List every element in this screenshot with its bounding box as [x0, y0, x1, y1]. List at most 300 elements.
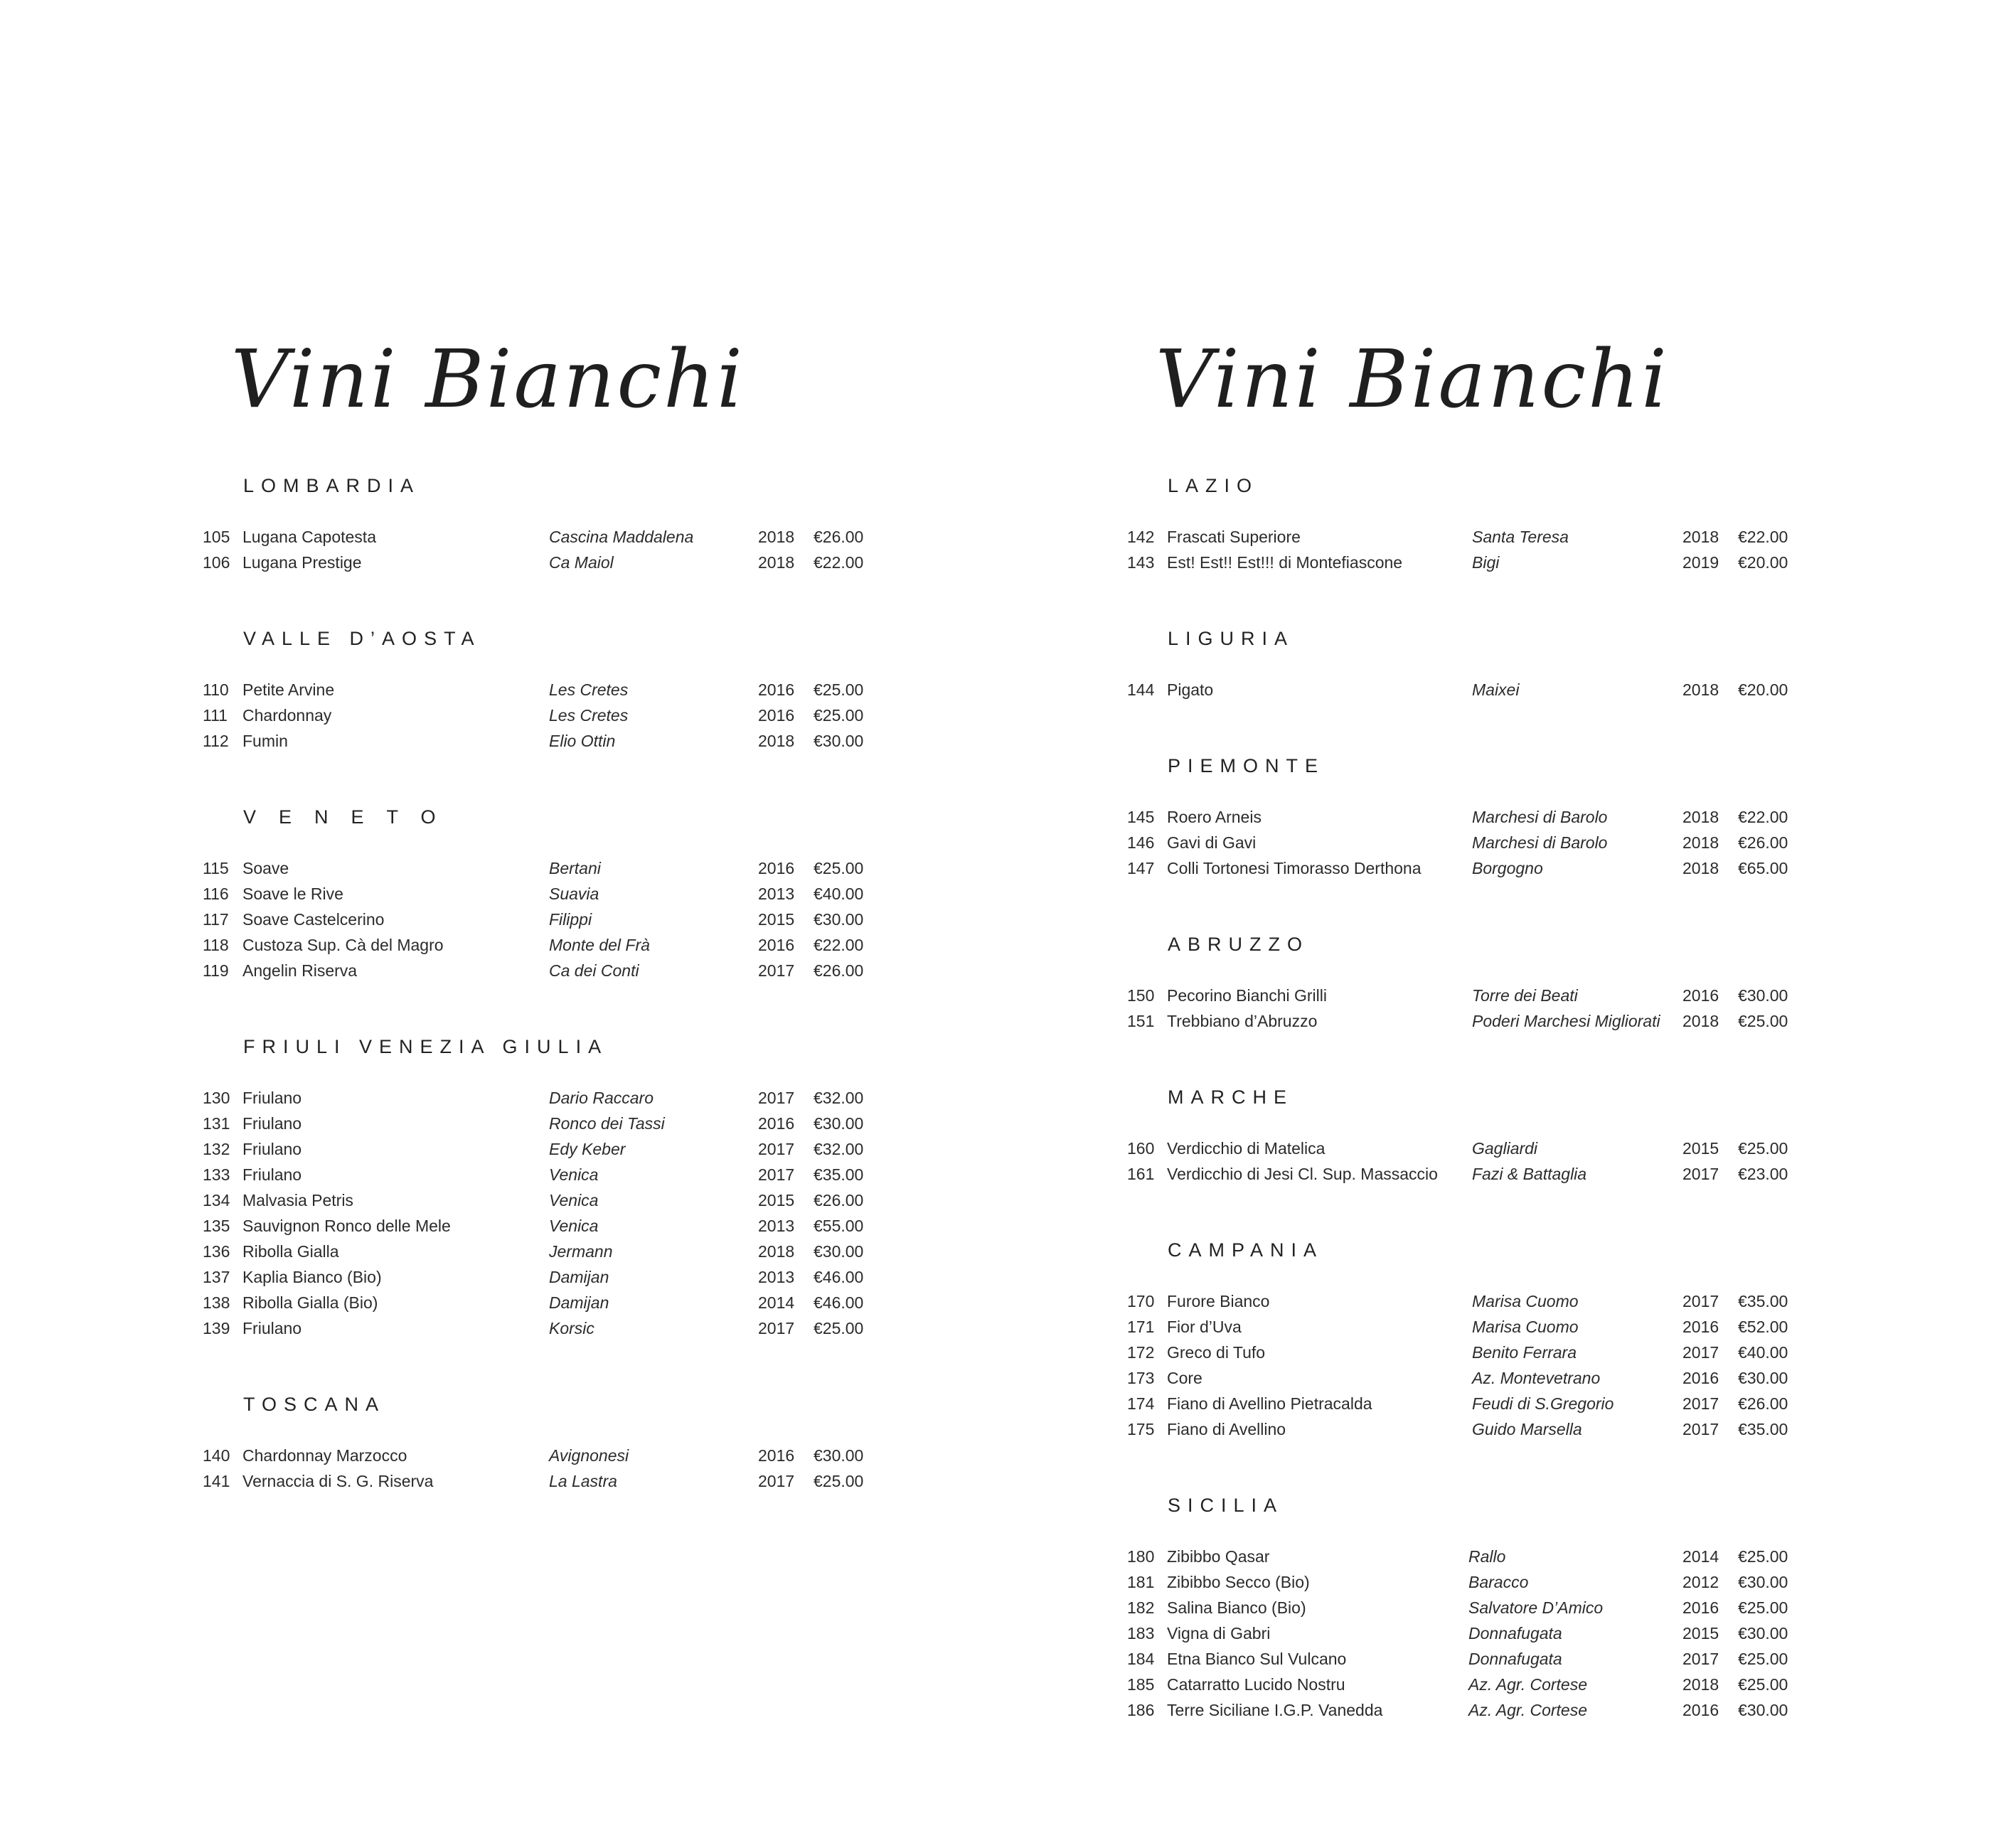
region-heading: PIEMONTE [1168, 755, 1326, 776]
wine-number: 117 [203, 910, 229, 929]
region-section [0, 473, 924, 575]
wine-price: €22.00 [1738, 808, 1788, 826]
wine-list [924, 804, 1849, 881]
wine-producer: Santa Teresa [1472, 528, 1569, 546]
wine-price: €65.00 [1738, 859, 1788, 877]
wine-row [0, 1239, 924, 1264]
wine-row [0, 728, 924, 754]
wine-producer: Damijan [549, 1293, 609, 1312]
wine-number: 150 [1127, 986, 1155, 1005]
wine-producer: Edy Keber [549, 1140, 626, 1158]
wine-name: Gavi di Gavi [1167, 833, 1257, 852]
wine-producer: Filippi [549, 910, 592, 929]
wine-row [924, 1697, 1849, 1723]
wine-producer: Venica [549, 1191, 599, 1209]
wine-price: €46.00 [814, 1293, 864, 1312]
wine-vintage: 2018 [758, 528, 795, 546]
wine-vintage: 2017 [1682, 1165, 1719, 1183]
wine-row [924, 550, 1849, 575]
wine-producer: Donnafugata [1468, 1650, 1562, 1668]
wine-row [924, 1416, 1849, 1442]
wine-price: €35.00 [1738, 1292, 1788, 1310]
wine-vintage: 2017 [758, 1319, 795, 1337]
wine-vintage: 2018 [758, 1242, 795, 1261]
wine-row [0, 1187, 924, 1213]
wine-producer: La Lastra [549, 1472, 617, 1490]
wine-price: €25.00 [1738, 1598, 1788, 1617]
wine-name: Friulano [242, 1140, 302, 1158]
wine-producer: Torre dei Beati [1472, 986, 1578, 1005]
wine-list [924, 983, 1849, 1034]
wine-row [924, 1595, 1849, 1620]
wine-row [0, 550, 924, 575]
wine-price: €26.00 [814, 961, 864, 980]
wine-price: €35.00 [814, 1165, 864, 1184]
wine-row [924, 1672, 1849, 1697]
region-heading: MARCHE [1168, 1086, 1294, 1108]
region-heading: ABRUZZO [1168, 934, 1310, 955]
wine-name: Kaplia Bianco (Bio) [242, 1268, 382, 1286]
wine-price: €40.00 [1738, 1343, 1788, 1362]
wine-vintage: 2013 [758, 1268, 795, 1286]
wine-row [0, 703, 924, 728]
wine-producer: Les Cretes [549, 680, 629, 699]
wine-row [0, 907, 924, 932]
wine-vintage: 2018 [1682, 859, 1719, 877]
wine-price: €30.00 [1738, 986, 1788, 1005]
wine-vintage: 2016 [758, 936, 795, 954]
wine-number: 136 [203, 1242, 230, 1261]
wine-name: Fiano di Avellino [1167, 1420, 1286, 1438]
wine-number: 106 [203, 553, 230, 572]
wine-number: 141 [203, 1472, 230, 1490]
wine-number: 175 [1127, 1420, 1155, 1438]
wine-price: €25.00 [814, 706, 864, 725]
wine-vintage: 2015 [758, 910, 795, 929]
wine-price: €23.00 [1738, 1165, 1788, 1183]
wine-producer: Bigi [1472, 553, 1500, 572]
wine-number: 142 [1127, 528, 1155, 546]
wine-vintage: 2018 [1682, 528, 1719, 546]
wine-producer: Salvatore D’Amico [1468, 1598, 1604, 1617]
wine-price: €25.00 [1738, 1139, 1788, 1158]
wine-price: €30.00 [814, 1446, 864, 1465]
wine-name: Verdicchio di Jesi Cl. Sup. Massaccio [1167, 1165, 1438, 1183]
region-section [924, 626, 1849, 703]
wine-row [924, 1340, 1849, 1365]
region-section [0, 1034, 924, 1341]
wine-vintage: 2015 [758, 1191, 795, 1209]
wine-sections [924, 473, 1849, 1773]
wine-row [924, 1136, 1849, 1161]
wine-producer: Maixei [1472, 680, 1520, 699]
wine-producer: Monte del Frà [549, 936, 650, 954]
wine-list [924, 677, 1849, 703]
wine-name: Chardonnay [242, 706, 332, 725]
wine-row [0, 1315, 924, 1341]
wine-price: €25.00 [1738, 1012, 1788, 1030]
wine-producer: Baracco [1468, 1573, 1529, 1591]
wine-name: Terre Siciliane I.G.P. Vanedda [1167, 1701, 1383, 1719]
wine-producer: Avignonesi [549, 1446, 629, 1465]
wine-producer: Az. Agr. Cortese [1468, 1701, 1588, 1719]
wine-vintage: 2017 [758, 1089, 795, 1107]
wine-number: 112 [203, 732, 229, 750]
wine-price: €52.00 [1738, 1318, 1788, 1336]
wine-name: Malvasia Petris [242, 1191, 353, 1209]
wine-vintage: 2014 [1682, 1547, 1719, 1566]
region-section [924, 1084, 1849, 1187]
wine-row [924, 1288, 1849, 1314]
wine-vintage: 2018 [1682, 1675, 1719, 1694]
wine-number: 131 [203, 1114, 230, 1133]
wine-row [924, 524, 1849, 550]
wine-name: Soave Castelcerino [242, 910, 385, 929]
region-heading: VALLE D’AOSTA [243, 628, 481, 649]
wine-row [0, 1162, 924, 1187]
region-heading: VENETO [243, 806, 459, 828]
wine-number: 147 [1127, 859, 1155, 877]
wine-number: 115 [203, 859, 229, 877]
region-section [0, 626, 924, 754]
wine-name: Soave [242, 859, 289, 877]
wine-vintage: 2018 [1682, 808, 1719, 826]
wine-number: 144 [1127, 680, 1155, 699]
wine-list [0, 855, 924, 983]
wine-row [924, 804, 1849, 830]
region-heading: LIGURIA [1168, 628, 1295, 649]
wine-producer: Az. Agr. Cortese [1468, 1675, 1588, 1694]
wine-producer: Venica [549, 1165, 599, 1184]
wine-price: €30.00 [814, 1242, 864, 1261]
region-heading: LAZIO [1168, 475, 1259, 496]
wine-row [0, 1136, 924, 1162]
wine-name: Trebbiano d’Abruzzo [1167, 1012, 1318, 1030]
wine-number: 185 [1127, 1675, 1155, 1694]
wine-number: 181 [1127, 1573, 1155, 1591]
wine-number: 143 [1127, 553, 1155, 572]
wine-vintage: 2016 [1682, 1318, 1719, 1336]
wine-number: 183 [1127, 1624, 1155, 1643]
wine-producer: Bertani [549, 859, 601, 877]
wine-vintage: 2013 [758, 1217, 795, 1235]
wine-number: 160 [1127, 1139, 1155, 1158]
wine-producer: Les Cretes [549, 706, 629, 725]
wine-producer: Rallo [1468, 1547, 1506, 1566]
wine-price: €25.00 [814, 1472, 864, 1490]
wine-number: 138 [203, 1293, 230, 1312]
wine-number: 182 [1127, 1598, 1155, 1617]
wine-vintage: 2015 [1682, 1624, 1719, 1643]
wine-row [924, 1391, 1849, 1416]
wine-producer: Marchesi di Barolo [1472, 808, 1608, 826]
wine-number: 170 [1127, 1292, 1155, 1310]
wine-row [0, 1468, 924, 1494]
wine-price: €26.00 [814, 1191, 864, 1209]
wine-price: €30.00 [1738, 1573, 1788, 1591]
wine-price: €20.00 [1738, 680, 1788, 699]
wine-vintage: 2017 [758, 1472, 795, 1490]
wine-row [924, 1569, 1849, 1595]
wine-name: Pigato [1167, 680, 1214, 699]
wine-row [0, 1111, 924, 1136]
wine-producer: Korsic [549, 1319, 594, 1337]
wine-price: €30.00 [814, 1114, 864, 1133]
wine-name: Roero Arneis [1167, 808, 1262, 826]
wine-vintage: 2018 [758, 553, 795, 572]
wine-number: 151 [1127, 1012, 1155, 1030]
wine-price: €25.00 [814, 1319, 864, 1337]
region-section [924, 1492, 1849, 1723]
wine-price: €30.00 [1738, 1369, 1788, 1387]
wine-row [924, 677, 1849, 703]
wine-name: Zibibbo Qasar [1167, 1547, 1270, 1566]
wine-number: 118 [203, 936, 229, 954]
region-heading: FRIULI VENEZIA GIULIA [243, 1036, 609, 1057]
wine-number: 133 [203, 1165, 230, 1184]
wine-row [924, 1646, 1849, 1672]
wine-price: €26.00 [814, 528, 864, 546]
wine-row [924, 1314, 1849, 1340]
wine-row [0, 1264, 924, 1290]
wine-vintage: 2018 [1682, 1012, 1719, 1030]
wine-producer: Marisa Cuomo [1472, 1318, 1579, 1336]
wine-vintage: 2017 [758, 1140, 795, 1158]
wine-name: Zibibbo Secco (Bio) [1167, 1573, 1310, 1591]
wine-producer: Az. Montevetrano [1472, 1369, 1601, 1387]
wine-row [0, 932, 924, 958]
wine-name: Chardonnay Marzocco [242, 1446, 407, 1465]
wine-name: Lugana Prestige [242, 553, 362, 572]
wine-row [0, 524, 924, 550]
wine-price: €26.00 [1738, 833, 1788, 852]
wine-row [0, 1290, 924, 1315]
wine-vintage: 2016 [1682, 1369, 1719, 1387]
wine-vintage: 2017 [1682, 1292, 1719, 1310]
wine-name: Pecorino Bianchi Grilli [1167, 986, 1327, 1005]
wine-producer: Borgogno [1472, 859, 1543, 877]
wine-price: €32.00 [814, 1140, 864, 1158]
wine-vintage: 2017 [1682, 1420, 1719, 1438]
wine-producer: Ca dei Conti [549, 961, 639, 980]
wine-number: 146 [1127, 833, 1155, 852]
wine-price: €25.00 [814, 859, 864, 877]
wine-number: 110 [203, 680, 229, 699]
wine-row [0, 881, 924, 907]
wine-vintage: 2016 [1682, 1598, 1719, 1617]
wine-number: 132 [203, 1140, 230, 1158]
wine-producer: Benito Ferrara [1472, 1343, 1577, 1362]
wine-name: Core [1167, 1369, 1202, 1387]
wine-vintage: 2015 [1682, 1139, 1719, 1158]
wine-number: 161 [1127, 1165, 1155, 1183]
wine-name: Vernaccia di S. G. Riserva [242, 1472, 434, 1490]
wine-row [924, 1544, 1849, 1569]
wine-row [0, 1213, 924, 1239]
wine-name: Frascati Superiore [1167, 528, 1301, 546]
wine-name: Friulano [242, 1089, 302, 1107]
region-heading: TOSCANA [243, 1394, 386, 1415]
wine-vintage: 2018 [1682, 833, 1719, 852]
page-title: Vini Bianchi [231, 333, 745, 426]
wine-producer: Marchesi di Barolo [1472, 833, 1608, 852]
wine-name: Friulano [242, 1114, 302, 1133]
wine-name: Catarratto Lucido Nostru [1167, 1675, 1345, 1694]
wine-vintage: 2016 [1682, 986, 1719, 1005]
wine-list [924, 524, 1849, 575]
wine-price: €20.00 [1738, 553, 1788, 572]
wine-number: 116 [203, 885, 229, 903]
wine-producer: Cascina Maddalena [549, 528, 694, 546]
wine-producer: Guido Marsella [1472, 1420, 1582, 1438]
wine-price: €35.00 [1738, 1420, 1788, 1438]
wine-name: Verdicchio di Matelica [1167, 1139, 1326, 1158]
wine-name: Furore Bianco [1167, 1292, 1270, 1310]
wine-name: Greco di Tufo [1167, 1343, 1266, 1362]
wine-vintage: 2017 [1682, 1343, 1719, 1362]
wine-producer: Dario Raccaro [549, 1089, 654, 1107]
wine-producer: Jermann [549, 1242, 613, 1261]
wine-number: 130 [203, 1089, 230, 1107]
wine-producer: Suavia [549, 885, 599, 903]
wine-price: €30.00 [814, 910, 864, 929]
wine-row [924, 1365, 1849, 1391]
wine-vintage: 2013 [758, 885, 795, 903]
wine-vintage: 2017 [1682, 1650, 1719, 1668]
right-page [924, 0, 1932, 1848]
wine-row [924, 1008, 1849, 1034]
wine-row [0, 958, 924, 983]
wine-vintage: 2018 [758, 732, 795, 750]
wine-number: 105 [203, 528, 230, 546]
wine-producer: Gagliardi [1472, 1139, 1538, 1158]
wine-price: €32.00 [814, 1089, 864, 1107]
wine-price: €30.00 [1738, 1624, 1788, 1643]
wine-vintage: 2019 [1682, 553, 1719, 572]
wine-number: 172 [1127, 1343, 1155, 1362]
wine-vintage: 2016 [758, 680, 795, 699]
wine-vintage: 2017 [1682, 1394, 1719, 1413]
wine-producer: Marisa Cuomo [1472, 1292, 1579, 1310]
wine-price: €22.00 [814, 936, 864, 954]
wine-name: Vigna di Gabri [1167, 1624, 1271, 1643]
wine-name: Etna Bianco Sul Vulcano [1167, 1650, 1347, 1668]
wine-price: €25.00 [1738, 1650, 1788, 1668]
page-title: Vini Bianchi [1156, 333, 1669, 426]
wine-number: 180 [1127, 1547, 1155, 1566]
wine-sections [0, 473, 924, 1544]
wine-vintage: 2018 [1682, 680, 1719, 699]
wine-number: 186 [1127, 1701, 1155, 1719]
wine-name: Petite Arvine [242, 680, 335, 699]
wine-number: 134 [203, 1191, 230, 1209]
wine-price: €22.00 [1738, 528, 1788, 546]
region-heading: LOMBARDIA [243, 475, 421, 496]
wine-name: Custoza Sup. Cà del Magro [242, 936, 444, 954]
wine-list [924, 1288, 1849, 1442]
wine-price: €46.00 [814, 1268, 864, 1286]
wine-row [924, 1161, 1849, 1187]
wine-name: Fiano di Avellino Pietracalda [1167, 1394, 1372, 1413]
wine-row [924, 1620, 1849, 1646]
wine-name: Angelin Riserva [242, 961, 358, 980]
wine-vintage: 2017 [758, 1165, 795, 1184]
wine-name: Soave le Rive [242, 885, 343, 903]
wine-row [0, 677, 924, 703]
wine-producer: Venica [549, 1217, 599, 1235]
wine-name: Salina Bianco (Bio) [1167, 1598, 1306, 1617]
wine-number: 137 [203, 1268, 230, 1286]
wine-row [924, 830, 1849, 855]
wine-row [924, 855, 1849, 881]
wine-price: €22.00 [814, 553, 864, 572]
wine-price: €25.00 [1738, 1675, 1788, 1694]
wine-price: €40.00 [814, 885, 864, 903]
wine-vintage: 2017 [758, 961, 795, 980]
wine-price: €30.00 [1738, 1701, 1788, 1719]
wine-number: 171 [1127, 1318, 1155, 1336]
wine-number: 111 [203, 706, 228, 725]
wine-list [924, 1136, 1849, 1187]
wine-price: €55.00 [814, 1217, 864, 1235]
wine-price: €30.00 [814, 732, 864, 750]
region-section [0, 1392, 924, 1494]
wine-name: Ribolla Gialla (Bio) [242, 1293, 378, 1312]
wine-producer: Donnafugata [1468, 1624, 1562, 1643]
wine-list [0, 524, 924, 575]
wine-producer: Ronco dei Tassi [549, 1114, 665, 1133]
wine-number: 184 [1127, 1650, 1155, 1668]
wine-number: 173 [1127, 1369, 1155, 1387]
wine-name: Colli Tortonesi Timorasso Derthona [1167, 859, 1422, 877]
wine-name: Friulano [242, 1165, 302, 1184]
wine-producer: Elio Ottin [549, 732, 616, 750]
wine-row [924, 983, 1849, 1008]
region-section [0, 804, 924, 983]
wine-name: Fior d’Uva [1167, 1318, 1242, 1336]
wine-number: 140 [203, 1446, 230, 1465]
wine-vintage: 2012 [1682, 1573, 1719, 1591]
region-section [924, 473, 1849, 575]
wine-name: Sauvignon Ronco delle Mele [242, 1217, 451, 1235]
wine-vintage: 2016 [758, 706, 795, 725]
wine-vintage: 2016 [758, 859, 795, 877]
region-section [924, 1237, 1849, 1442]
wine-vintage: 2014 [758, 1293, 795, 1312]
wine-producer: Ca Maiol [549, 553, 614, 572]
wine-list [924, 1544, 1849, 1723]
wine-price: €25.00 [1738, 1547, 1788, 1566]
wine-list [0, 677, 924, 754]
wine-price: €26.00 [1738, 1394, 1788, 1413]
region-section [924, 931, 1849, 1034]
wine-name: Friulano [242, 1319, 302, 1337]
wine-number: 135 [203, 1217, 230, 1235]
wine-row [0, 855, 924, 881]
wine-name: Lugana Capotesta [242, 528, 376, 546]
wine-list [0, 1085, 924, 1341]
wine-producer: Poderi Marchesi Migliorati [1472, 1012, 1660, 1030]
wine-number: 145 [1127, 808, 1155, 826]
region-heading: CAMPANIA [1168, 1239, 1324, 1261]
wine-number: 174 [1127, 1394, 1155, 1413]
wine-vintage: 2016 [758, 1446, 795, 1465]
wine-producer: Damijan [549, 1268, 609, 1286]
wine-name: Ribolla Gialla [242, 1242, 339, 1261]
region-section [924, 753, 1849, 881]
region-heading: SICILIA [1168, 1495, 1284, 1516]
wine-number: 119 [203, 961, 229, 980]
